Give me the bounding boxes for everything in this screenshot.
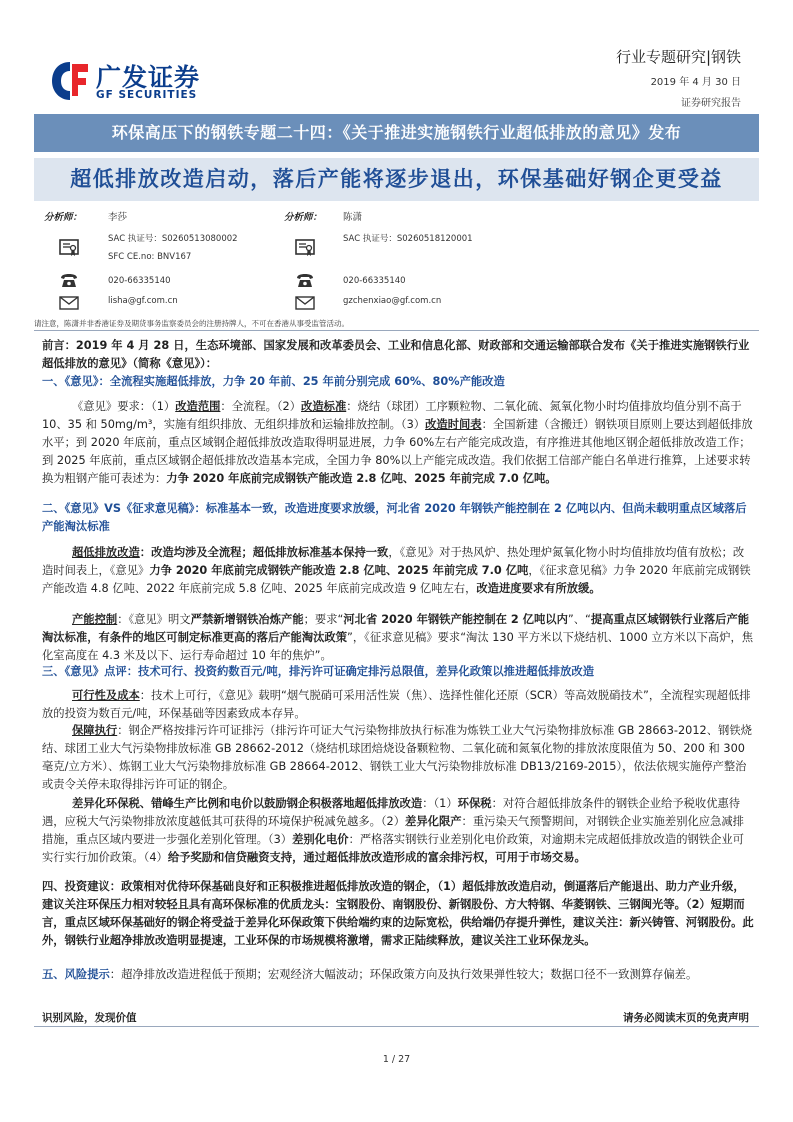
company-logo (48, 58, 213, 106)
analyst-2-sac: SAC 执证号：S0260518120001 (343, 234, 473, 244)
analyst-2-email[interactable]: gzchenxiao@gf.com.cn (343, 296, 442, 306)
section-3-paragraph-c: 差异化环保税、错峰生产比例和电价以鼓励钢企积极落地超低排放改造：（1）环保税：对符合超低排放条件的钢铁企业给予税收优惠待遇，应税大气污染物排放浓度越低其可获得的环境保护税减免越多。（2）差异化限产：重污染天气预警期间，对钢铁企业实施差别化应急减排措施，重点区域内要进一步强化差别化管理。（3）差别化电价：严格落实钢铁行业差别化电价政策，对逾期未完成超低排放改造的钢铁企业可实行实行加价政策。（4）给予奖励和信贷融资支持，通过超低排放改造形成的富余排污权，可用于市场交易。 (42, 797, 744, 864)
section-1-heading: 一、《意见》：全流程实施超低排放，力争 20 年前、25 年前分别完成 60%、80%产能改造 (42, 375, 505, 388)
divider (34, 330, 759, 331)
analyst-1-phone: 020-66335140 (108, 276, 171, 286)
report-title: 超低排放改造启动，落后产能将逐步退出，环保基础好钢企更受益 (34, 158, 759, 201)
mail-icon (294, 292, 316, 314)
certificate-icon (294, 237, 316, 259)
section-4-investment: 四、投资建议：政策相对优待环保基础良好和正积极推进超低排放改造的钢企，（1）超低排放改造启动，倒逼落后产能退出、助力产业升级，建议关注环保压力相对较轻且具有高环保标准的优质龙头：宝钢股份、南钢股份、新钢股份、方大特钢、华菱钢铁、三钢闽光等。（2）短期而言，重点区域环保基础好的钢企将受益于差异化环保政策下供给端约束的边际宽松，供给端仍存提升弹性，建议关注：新兴铸管、河钢股份。此外，钢铁行业超净排放改造明显提速，工业环保的市场规模将激增，需求正陆续释放，建议关注工业环保龙头。 (42, 880, 754, 947)
report-date: 2019 年 4 月 30 日 (650, 77, 741, 88)
section-2-heading: 二、《意见》VS《征求意见稿》：标准基本一致，改造进度要求放缓，河北省 2020 年钢铁产能控制在 2 亿吨以内、但尚未载明重点区域落后产能淘汰标准 (42, 502, 747, 533)
section-2-paragraph-a: 超低排放改造：改造均涉及全流程；超低排放标准基本保持一致，《意见》对于热风炉、热处理炉氮氧化物小时均值排放均值有放松；改造时间表上，《意见》力争 2020 年底前完成钢铁产能改造 2.8 亿吨、2025 年前完成 7.0 亿吨，《征求意见稿》力争 2020 年底前完成钢铁产能改造 4.8 亿吨、2022 年底前完成 5.8 亿吨、2025 年底前完成改造 9 亿吨左右，改造进度要求有所放缓。 (42, 546, 751, 595)
analyst-2-phone: 020-66335140 (343, 276, 406, 286)
license-disclaimer: 请注意，陈潇并非香港证券及期货事务监察委员会的注册持牌人，不可在香港从事受监管活动。 (34, 319, 349, 328)
logo-text-cn: 广发证券 (96, 63, 201, 92)
certificate-icon (58, 237, 80, 259)
footer-disclaimer-note: 请务必阅读末页的免责声明 (623, 1012, 749, 1024)
analyst-1-label: 分析师： (44, 212, 83, 223)
analyst-1-email[interactable]: lisha@gf.com.cn (108, 296, 178, 306)
section-3-heading: 三、《意见》点评：技术可行、投资約数百元/吨，排污许可证确定排污总限值，差异化政策以推进超低排放改造 (42, 665, 595, 678)
logo-text-en: GF SECURITIES (96, 89, 198, 101)
analyst-1-name: 李莎 (108, 212, 128, 223)
phone-icon (58, 270, 80, 292)
gf-logo-icon (48, 58, 92, 104)
report-meta (616, 46, 741, 109)
footer-slogan: 识别风险，发现价值 (42, 1012, 137, 1024)
report-category: 行业专题研究|钢铁 (615, 48, 741, 66)
section-3-paragraph-a: 可行性及成本：技术上可行，《意见》载明“烟气脱硝可采用活性炭（焦）、选择性催化还原（SCR）等高效脱硝技术”，全流程实现超低排放的投资为数百元/吨，环保基础等因素致成本存异。 (42, 689, 751, 720)
page-number: 1 / 27 (382, 1054, 411, 1065)
phone-icon (294, 270, 316, 292)
analyst-1-sfc: SFC CE.no: BNV167 (108, 252, 192, 262)
section-2-paragraph-b: 产能控制：《意见》明文严禁新增钢铁冶炼产能；要求“河北省 2020 年钢铁产能控制在 2 亿吨以内”、“提高重点区域钢铁行业落后产能淘汰标准，有条件的地区可制定标准更高的落后产能淘汰政策”，《征求意见稿》要求“淘汰 130 平方米以下烧结机、1000 立方米以下高炉，焦化室高度在 4.3 米及以下、运行寿命超过 10 年的焦炉”。 (42, 613, 754, 662)
analyst-1-sac: SAC 执证号：S0260513080002 (108, 234, 238, 244)
report-type: 证券研究报告 (681, 98, 741, 109)
intro-paragraph: 前言：2019 年 4 月 28 日，生态环境部、国家发展和改革委员会、工业和信息化部、财政部和交通运输部联合发布《关于推进实施钢铁行业超低排放的意见》（简称《意见》）： (42, 339, 750, 370)
section-3-paragraph-b: 保障执行：钢企严格按排污许可证排污（排污许可证大气污染物排放执行标准为炼铁工业大气污染物排放标准 GB 28663-2012、钢铁烧结、球团工业大气污染物排放标准 GB 28662-2012（烧结机球团焙烧设备颗粒物、二氧化硫和氮氧化物的排放浓度限值为 50、200 和 300 毫克/立方米）、炼钢工业大气污染物排放标准 GB 28664-2012、钢铁工业大气污染物排放标准 DB13/2169-2015），依法依规实施停产整治或责令关停未取得排污许可证的钢企。 (42, 724, 752, 791)
mail-icon (58, 292, 80, 314)
series-banner: 环保高压下的钢铁专题二十四：《关于推进实施钢铁行业超低排放的意见》发布 (34, 114, 759, 152)
footer-divider (34, 1026, 759, 1027)
section-1-body: 《意见》要求：（1）改造范围：全流程。（2）改造标准：烧结（球团）工序颗粒物、二氧化硫、氮氧化物小时均值排放均值分别不高于 10、35 和 50mg/m³，实施有组织排放、无组织排放和运输排放控制。（3）改造时间表：全国新建（含搬迁）钢铁项目原则上要达到超低排放水平；到 2020 年底前，重点区域钢企超低排放改造取得明显进展，力争 60%左右产能完成改造，有序推进其他地区钢企超低排放改造工作；到 2025 年底前，重点区域钢企超低排放改造基本完成，全国力争 80%以上产能完成改造。我们依据工信部产能白名单进行推算，上述要求转换为粗钢产能可表述为：力争 2020 年底前完成钢铁产能改造 2.8 亿吨、2025 年前完成 7.0 亿吨。 (42, 400, 753, 485)
analyst-2-label: 分析师： (284, 212, 323, 223)
analyst-2-name: 陈潇 (343, 212, 363, 223)
section-5-risk: 五、风险提示：超净排放改造进程低于预期；宏观经济大幅波动；环保政策方向及执行效果弹性较大；数据口径不一致测算存偏差。 (42, 968, 698, 981)
